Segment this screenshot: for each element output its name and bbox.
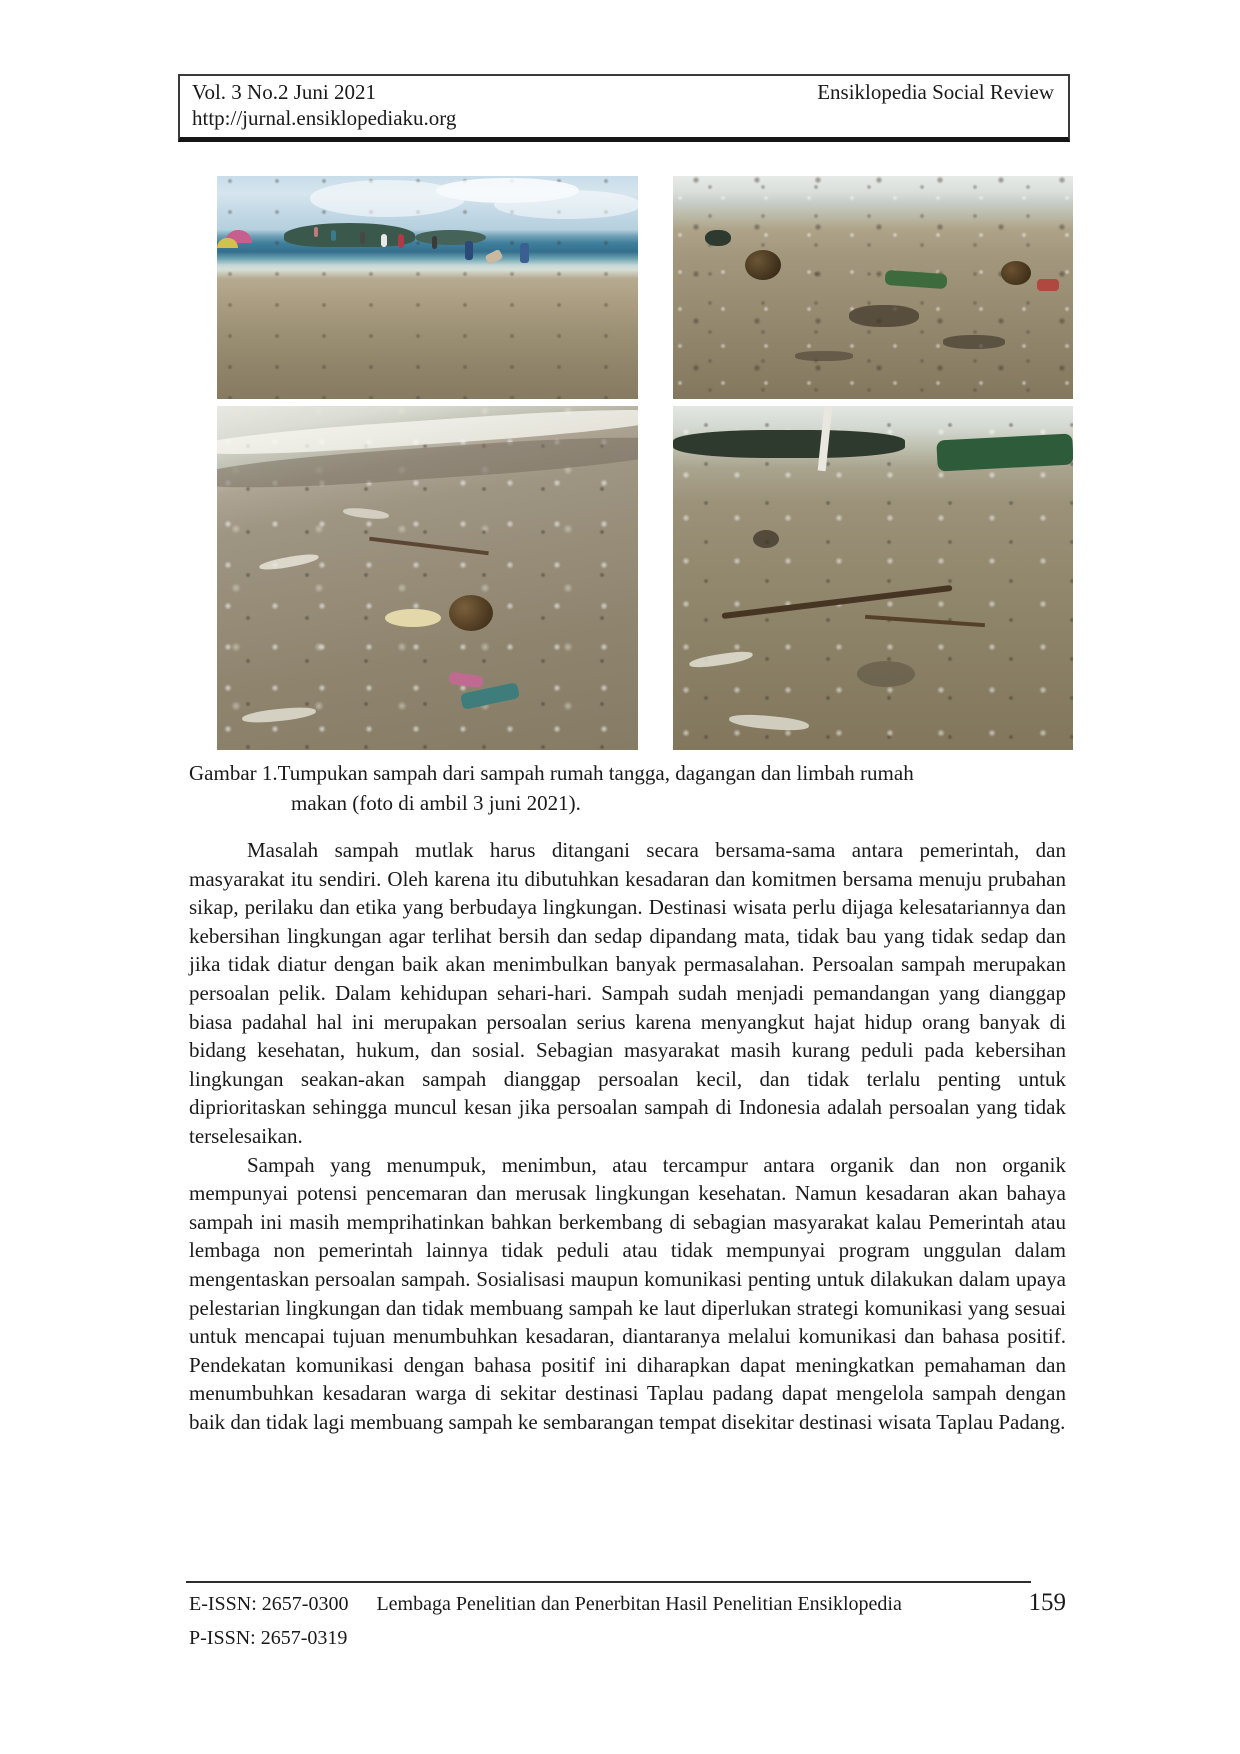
seaweed-band bbox=[673, 430, 905, 458]
journal-url: http://jurnal.ensiklopediaku.org bbox=[192, 106, 457, 130]
figure-caption-line2: makan (foto di ambil 3 juni 2021). bbox=[291, 791, 581, 815]
foam-debris bbox=[385, 609, 441, 627]
photo-debris-driftwood bbox=[673, 406, 1073, 750]
debris-blob bbox=[849, 305, 919, 327]
person-figure bbox=[465, 241, 473, 260]
person-figure bbox=[360, 232, 365, 244]
e-issn-label: E-ISSN: 2657-0300 bbox=[189, 1593, 349, 1615]
green-debris bbox=[885, 270, 948, 289]
person-figure bbox=[331, 230, 336, 241]
page-footer bbox=[189, 1581, 1066, 1651]
debris-scatter bbox=[343, 507, 390, 521]
person-figure bbox=[432, 236, 437, 249]
page-number: 159 bbox=[1028, 1589, 1066, 1616]
driftwood-branch bbox=[865, 615, 985, 627]
figure-caption-line1: Gambar 1.Tumpukan sampah dari sampah rumah tangga, dagangan dan limbah rumah bbox=[189, 761, 914, 785]
hill-silhouette bbox=[415, 230, 487, 246]
journal-header bbox=[178, 74, 1070, 142]
figure-caption bbox=[189, 758, 1066, 818]
photo-beach-tourists bbox=[217, 176, 638, 399]
coconut-debris bbox=[1001, 261, 1031, 285]
publisher-label: Lembaga Penelitian dan Penerbitan Hasil Penelitian Ensiklopedia bbox=[376, 1593, 902, 1615]
driftwood-branch bbox=[721, 585, 952, 619]
person-figure bbox=[520, 243, 529, 263]
volume-issue-label: Vol. 3 No.2 Juni 2021 bbox=[192, 80, 376, 104]
journal-title: Ensiklopedia Social Review bbox=[817, 80, 1054, 104]
debris-blob bbox=[753, 530, 779, 548]
driftwood-stick bbox=[369, 536, 489, 555]
article-body bbox=[189, 836, 1066, 1436]
footer-row bbox=[189, 1581, 1066, 1617]
debris-scatter bbox=[242, 705, 317, 725]
body-paragraph-1: Masalah sampah mutlak harus ditangani secara bersama-sama antara pemerintah, dan masyarakat itu sendiri. Oleh karena itu dibutuhkan kesadaran dan komitmen bersama menuju prubahan sikap, perilaku dan etika yang berbudaya lingkungan. Destinasi wisata perlu dijaga kelesatariannya dan kebersihan lingkungan agar terlihat bersih dan sedap dipandang mata, tidak bau yang tidak sedap dan jika tidak diatur dengan baik akan menimbulkan banyak permasalahan. Persoalan sampah merupakan persoalan pelik. Dalam kehidupan sehari-hari. Sampah sudah menjadi pemandangan yang dianggap biasa padahal hal ini merupakan persoalan serius karena menyangkut hajat hidup orang banyak di bidang kesehatan, hukum, dan sosial. Sebagian masyarakat masih kurang peduli pada kebersihan lingkungan seakan-akan sampah dianggap persoalan kecil, dan tidak terlalu penting untuk diprioritaskan sehingga muncul kesan jika persoalan sampah di Indonesia adalah persoalan yang tidak terselesaikan. bbox=[189, 838, 1066, 1148]
debris-blob bbox=[705, 230, 731, 246]
cloth-debris bbox=[448, 672, 483, 689]
person-figure bbox=[398, 234, 404, 248]
sand-depression bbox=[857, 661, 915, 687]
cloud-shape bbox=[436, 178, 579, 203]
header-top-row bbox=[192, 79, 1054, 105]
coconut-debris bbox=[449, 595, 493, 631]
green-boat bbox=[936, 433, 1073, 471]
debris-scatter bbox=[259, 552, 320, 572]
body-paragraph-2: Sampah yang menumpuk, menimbun, atau tercampur antara organik dan non organik mempunyai potensi pencemaran dan merusak lingkungan kesehatan. Namun kesadaran akan bahaya sampah ini masih memprihatinkan bahkan berkembang di sebagian masyarakat kalau Pemerintah atau lembaga non pemerintah lainnya tidak peduli atau tidak mempunyai program unggulan dalam mengentaskan persoalan sampah. Sosialisasi maupun komunikasi penting untuk dilakukan dalam upaya pelestarian lingkungan dan tidak membuang sampah ke laut diperlukan strategi komunikasi yang sesuai untuk mencapai tujuan menumbuhkan kesadaran, diantaranya melalui komunikasi dan bahasa positif. Pendekatan komunikasi dengan bahasa positif ini diharapkan dapat meningkatkan pemahaman dan menumbuhkan kesadaran warga di sekitar destinasi Taplau padang dapat mengelola sampah dengan baik dan tidak lagi membuang sampah ke sembarangan tempat disekitar destinasi wisata Taplau Padang. bbox=[189, 1152, 1066, 1434]
photo-trash-shoreline bbox=[217, 406, 638, 750]
beach-umbrella bbox=[217, 238, 238, 248]
red-debris bbox=[1037, 279, 1059, 291]
person-figure bbox=[485, 249, 504, 265]
person-figure bbox=[314, 227, 318, 237]
coconut-debris bbox=[745, 250, 781, 280]
p-issn-label: P-ISSN: 2657-0319 bbox=[189, 1627, 348, 1649]
debris-scatter bbox=[689, 649, 754, 670]
hill-silhouette bbox=[284, 223, 415, 248]
debris-scatter bbox=[729, 712, 810, 732]
person-figure bbox=[381, 234, 387, 247]
footer-divider bbox=[186, 1581, 1031, 1583]
photo-littered-sand-surf bbox=[673, 176, 1073, 399]
